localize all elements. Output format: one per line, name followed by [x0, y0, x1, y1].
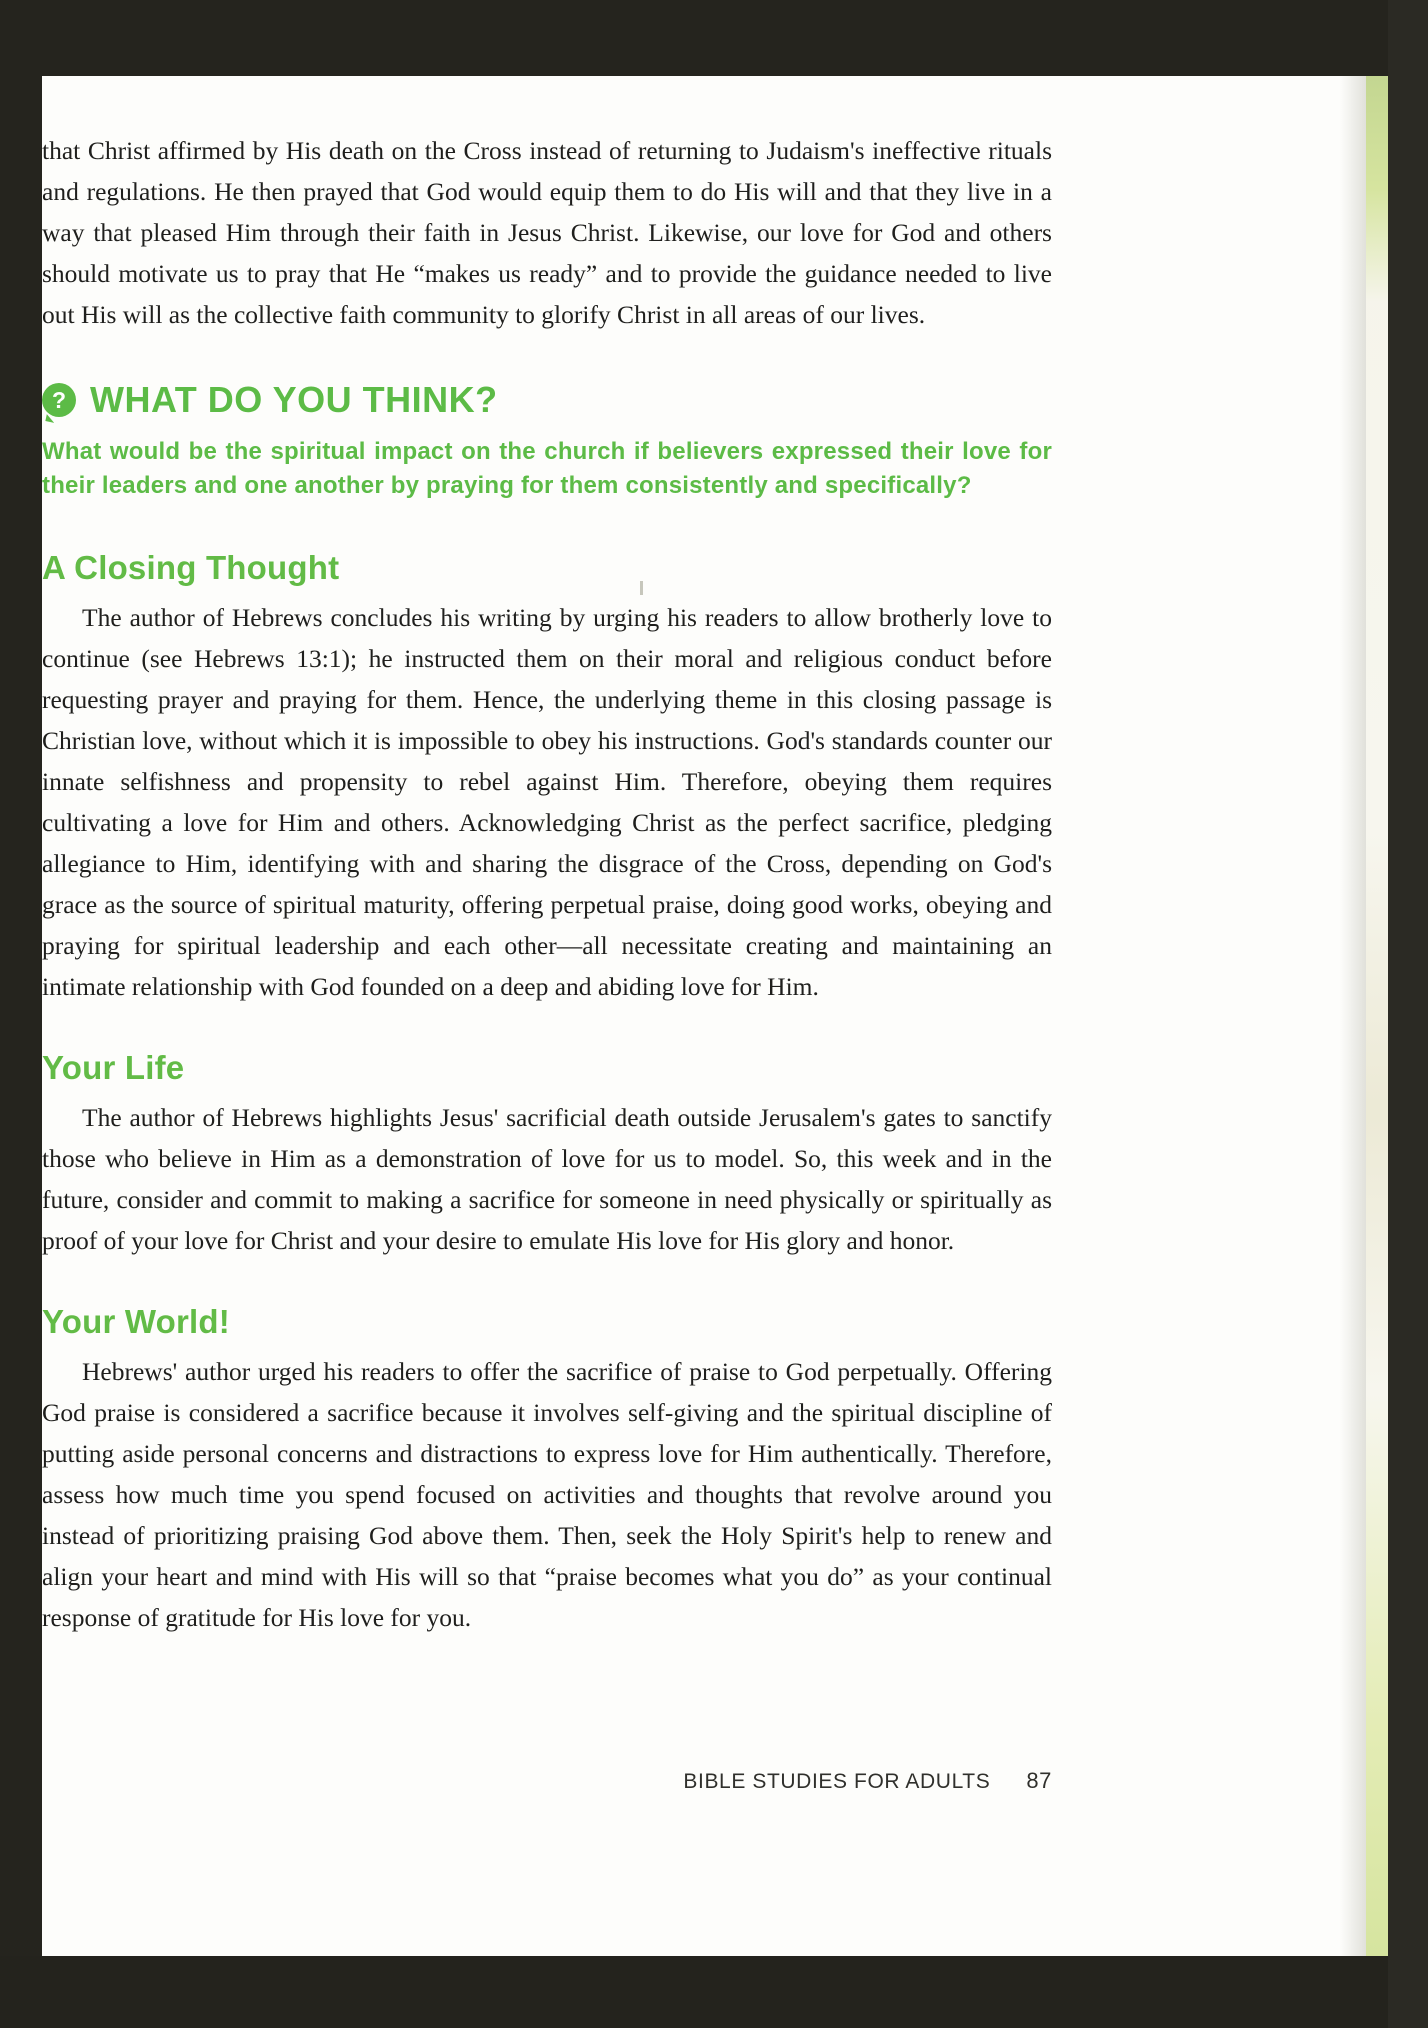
- paragraph-your-life: The author of Hebrews highlights Jesus' sacrificial death outside Jerusalem's gates to sanctify those who believe in Him as a demonstration of love for us to model. So, this week and in the future, consider and commit to making a sacrifice for someone in need physically or spiritually as proof of your love for Christ and your desire to emulate His love for His glory and honor.: [42, 1103, 1052, 1255]
- heading-your-world: Your World!: [42, 1303, 230, 1340]
- what-do-you-think-question: What would be the spiritual impact on the church if believers expressed their love for their leaders and one another by praying for them consistently and specifically?: [42, 438, 1052, 499]
- heading-your-life: Your Life: [42, 1049, 185, 1086]
- scan-edge-right: [1388, 0, 1428, 2028]
- text-column: [42, 130, 1052, 1638]
- gutter-shadow: [1340, 76, 1366, 1956]
- paragraph-opening: that Christ affirmed by His death on the Cross instead of returning to Judaism's ineffective rituals and regulations. He then prayed that God would equip them to do His will and that they live in a way that pleased Him through their faith in Jesus Christ. Likewise, our love for God and others should motivate us to pray that He “makes us ready” and to provide the guidance needed to live out His will as the collective faith community to glorify Christ in all areas of our lives.: [42, 136, 1052, 329]
- question-mark-icon: ?: [42, 383, 76, 417]
- book-page: [42, 76, 1388, 1956]
- what-do-you-think-heading: [42, 379, 1052, 421]
- page-number: 87: [1026, 1768, 1052, 1793]
- heading-a-closing-thought: A Closing Thought: [42, 549, 340, 586]
- page-content: [42, 76, 1388, 1956]
- footer-label: BIBLE STUDIES FOR ADULTS: [683, 1770, 991, 1793]
- scan-edge-bottom: [0, 1956, 1428, 2028]
- stray-scan-mark: [640, 581, 643, 595]
- book-gutter-edge: [1366, 76, 1388, 1956]
- scan-edge-top: [0, 0, 1428, 76]
- paragraph-closing-thought: The author of Hebrews concludes his writing by urging his readers to allow brotherly love to continue (see Hebrews 13:1); he instructed them on their moral and religious conduct before requesting prayer and praying for them. Hence, the underlying theme in this closing passage is Christian love, without which it is impossible to obey his instructions. God's standards counter our innate selfishness and propensity to rebel against Him. Therefore, obeying them requires cultivating a love for Him and others. Acknowledging Christ as the perfect sacrifice, pledging allegiance to Him, identifying with and sharing the disgrace of the Cross, depending on God's grace as the source of spiritual maturity, offering perpetual praise, doing good works, obeying and praying for spiritual leadership and each other—all necessitate creating and maintaining an intimate relationship with God founded on a deep and abiding love for Him.: [42, 603, 1052, 1001]
- page-footer: [42, 1768, 1052, 1794]
- what-do-you-think-title: WHAT DO YOU THINK?: [90, 379, 498, 420]
- paragraph-your-world: Hebrews' author urged his readers to offer the sacrifice of praise to God perpetually. Offering God praise is considered a sacrifice because it involves self-giving and the spiritual discipline of putting aside personal concerns and distractions to express love for Him authentically. Therefore, assess how much time you spend focused on activities and thoughts that revolve around you instead of prioritizing praising God above them. Then, seek the Holy Spirit's help to renew and align your heart and mind with His will so that “praise becomes what you do” as your continual response of gratitude for His love for you.: [42, 1357, 1052, 1632]
- scan-edge-left: [0, 0, 42, 2028]
